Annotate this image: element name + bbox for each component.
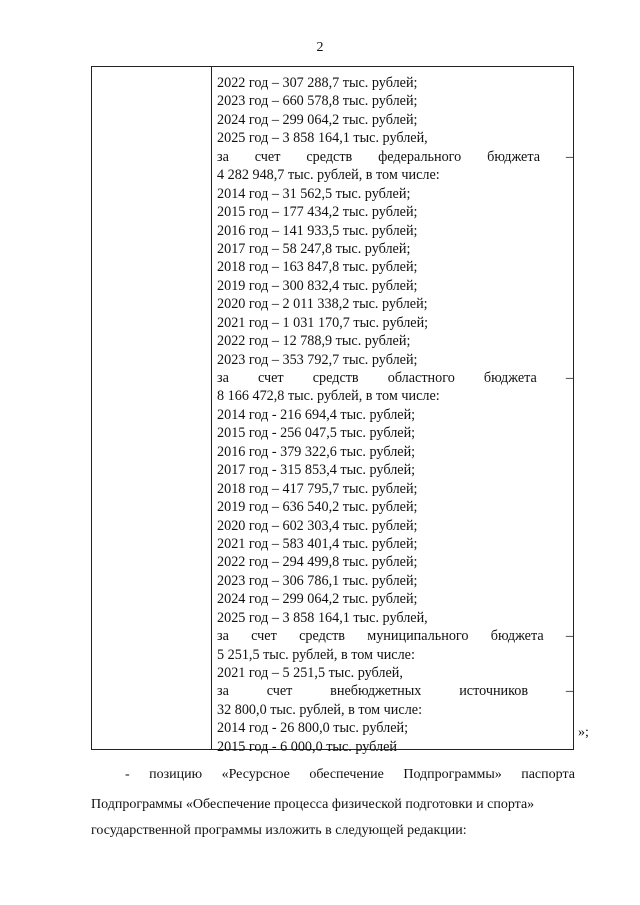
paragraph-line-1 — [91, 767, 575, 783]
cell-line: 2022 год – 12 788,9 тыс. рублей; — [217, 333, 411, 350]
paragraph-word: паспорта — [521, 767, 575, 782]
cell-line: 32 800,0 тыс. рублей, в том числе: — [217, 701, 423, 718]
cell-line-justified — [217, 682, 573, 700]
cell-word: – — [565, 683, 573, 700]
cell-word: за — [217, 148, 229, 165]
cell-line: 2014 год - 26 800,0 тыс. рублей; — [217, 720, 409, 737]
cell-word: средств — [312, 370, 359, 386]
cell-word: – — [565, 148, 573, 165]
paragraph-line-2: Подпрограммы «Обеспечение процесса физической подготовки и спорта» — [91, 797, 535, 812]
cell-word: счет — [254, 148, 281, 165]
cell-line-justified — [217, 369, 573, 387]
cell-line: 2019 год – 636 540,2 тыс. рублей; — [217, 499, 418, 516]
cell-line-justified — [217, 627, 573, 645]
cell-word: счет — [266, 683, 293, 700]
cell-line: 2021 год – 5 251,5 тыс. рублей, — [217, 665, 403, 681]
cell-word: бюджета — [490, 628, 544, 645]
paragraph-word: - — [125, 767, 130, 782]
column-divider — [211, 67, 212, 749]
cell-line: 2022 год – 307 288,7 тыс. рублей; — [217, 75, 418, 91]
cell-word: средств — [306, 148, 353, 165]
cell-word: федерального — [378, 148, 462, 165]
cell-line: 2017 год – 58 247,8 тыс. рублей; — [217, 240, 411, 257]
cell-word: областного — [387, 370, 455, 386]
cell-line: 2023 год – 306 786,1 тыс. рублей; — [217, 572, 418, 589]
page-number: 2 — [316, 40, 324, 55]
cell-word: источников — [459, 683, 529, 700]
cell-line: 2024 год – 299 064,2 тыс. рублей; — [217, 591, 418, 608]
cell-line: 2020 год – 602 303,4 тыс. рублей; — [217, 517, 418, 534]
closing-quote: »; — [578, 725, 589, 740]
cell-line: 2022 год – 294 499,8 тыс. рублей; — [217, 554, 418, 571]
cell-word: – — [565, 628, 573, 645]
cell-line: 4 282 948,7 тыс. рублей, в том числе: — [217, 167, 440, 184]
cell-line: 2023 год – 660 578,8 тыс. рублей; — [217, 93, 418, 110]
cell-line: 2019 год – 300 832,4 тыс. рублей; — [217, 277, 418, 294]
paragraph-line-3: государственной программы изложить в следующей редакции: — [91, 823, 467, 838]
cell-word: бюджета — [483, 370, 537, 386]
cell-line: 2023 год – 353 792,7 тыс. рублей; — [217, 351, 418, 368]
paragraph-word: Подпрограммы» — [403, 767, 502, 782]
cell-line: 2015 год - 256 047,5 тыс. рублей; — [217, 425, 416, 442]
cell-line: 2018 год – 417 795,7 тыс. рублей; — [217, 480, 418, 497]
resource-table — [91, 66, 574, 755]
cell-word: счет — [251, 628, 277, 645]
cell-line: 2025 год – 3 858 164,1 тыс. рублей, — [217, 130, 428, 147]
cell-line: 2014 год – 31 562,5 тыс. рублей; — [217, 185, 411, 202]
cell-line: 2015 год – 177 434,2 тыс. рублей; — [217, 204, 418, 221]
paragraph-word: обеспечение — [309, 767, 384, 782]
cell-line: 2017 год - 315 853,4 тыс. рублей; — [217, 462, 416, 479]
cell-word: муниципального — [367, 628, 469, 645]
cell-line: 2021 год – 1 031 170,7 тыс. рублей; — [217, 314, 429, 331]
paragraph-word: позицию — [149, 767, 203, 782]
cell-word: за — [217, 370, 229, 386]
cell-line: 5 251,5 тыс. рублей, в том числе: — [217, 646, 415, 663]
cell-line: 2018 год – 163 847,8 тыс. рублей; — [217, 259, 418, 276]
cell-word: средств — [299, 628, 345, 645]
cell-word: за — [217, 683, 229, 700]
cell-line: 2014 год - 216 694,4 тыс. рублей; — [217, 406, 416, 423]
paragraph-word: «Ресурсное — [221, 767, 290, 782]
cell-line: 2015 год - 6 000,0 тыс. рублей — [217, 738, 397, 755]
cell-line-justified — [217, 148, 573, 166]
cell-line: 8 166 472,8 тыс. рублей, в том числе: — [217, 388, 440, 405]
cell-line: 2025 год – 3 858 164,1 тыс. рублей, — [217, 609, 428, 626]
cell-line: 2016 год – 141 933,5 тыс. рублей; — [217, 222, 418, 239]
cell-line: 2016 год - 379 322,6 тыс. рублей; — [217, 443, 416, 460]
cell-line: 2024 год – 299 064,2 тыс. рублей; — [217, 111, 418, 128]
cell-word: за — [217, 628, 229, 645]
cell-word: счет — [257, 370, 284, 386]
cell-line: 2020 год – 2 011 338,2 тыс. рублей; — [217, 296, 428, 313]
cell-word: бюджета — [487, 148, 541, 165]
cell-word: внебюджетных — [330, 683, 422, 700]
financing-cell — [217, 74, 573, 756]
cell-line: 2021 год – 583 401,4 тыс. рублей; — [217, 535, 418, 552]
cell-word: – — [565, 370, 573, 386]
